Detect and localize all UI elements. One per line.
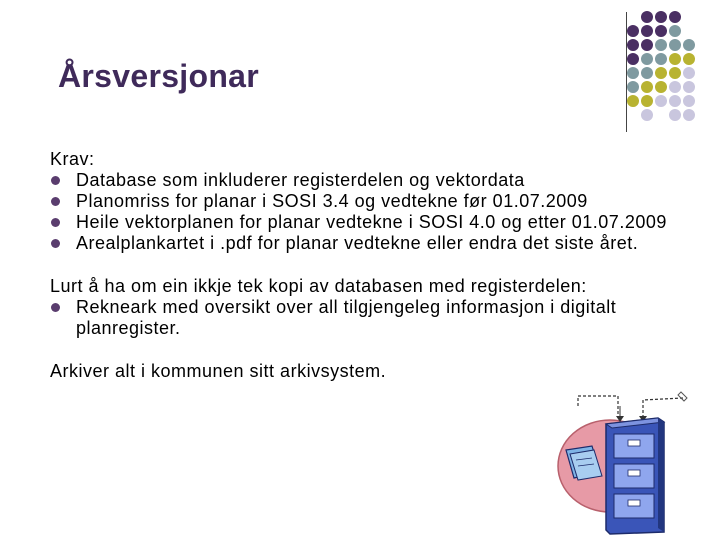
decorative-dot [641,39,653,51]
bullet-icon [51,218,60,227]
decorative-dot [641,81,653,93]
decorative-dot [627,39,639,51]
decorative-dot [641,95,653,107]
decorative-dot [655,25,667,37]
list-item [50,191,680,212]
decorative-dot [655,11,667,23]
decorative-dot [669,67,681,79]
decorative-dot [641,11,653,23]
decorative-dot [627,95,639,107]
decorative-dot [669,95,681,107]
list-item [50,297,680,339]
tip-paragraph: Lurt å ha om ein ikkje tek kopi av databasen med registerdelen: [50,276,587,296]
bullet-icon [51,303,60,312]
decorative-dot [655,95,667,107]
decorative-dot [683,39,695,51]
decorative-dot [683,95,695,107]
file-cabinet-icon [548,388,698,536]
decorative-dot [683,67,695,79]
decorative-dot [655,39,667,51]
decorative-dot [683,109,695,121]
list-item [50,212,680,233]
requirements-list [50,170,680,254]
bullet-icon [51,239,60,248]
slide-body [50,149,680,382]
decorative-dot [641,53,653,65]
decorative-dot [669,81,681,93]
decorative-dot [655,53,667,65]
decorative-dot [641,109,653,121]
decorative-dot [669,39,681,51]
decorative-dot [669,109,681,121]
section-heading: Krav: [50,149,95,169]
list-item-text: Heile vektorplanen for planar vedtekne i SOSI 4.0 og etter 01.07.2009 [76,212,667,232]
decorative-dot [655,81,667,93]
decorative-dot [669,11,681,23]
archive-paragraph: Arkiver alt i kommunen sitt arkivsystem. [50,361,387,381]
list-item [50,170,680,191]
slide-title: Årsversjonar [58,58,260,94]
decorative-dot [641,67,653,79]
decorative-dot [627,67,639,79]
decorative-dot [669,53,681,65]
decorative-dot [627,25,639,37]
decorative-dot [655,67,667,79]
decorative-dot [683,81,695,93]
tip-list [50,297,680,339]
list-item-text: Database som inkluderer registerdelen og vektordata [76,170,525,190]
title-divider-line [626,12,627,132]
list-item-text: Planomriss for planar i SOSI 3.4 og vedtekne før 01.07.2009 [76,191,588,211]
decorative-dot [641,25,653,37]
list-item-text: Arealplankartet i .pdf for planar vedtekne eller endra det siste året. [76,233,639,253]
decorative-dot [627,53,639,65]
bullet-icon [51,176,60,185]
bullet-icon [51,197,60,206]
decorative-dot [683,53,695,65]
list-item [50,233,680,254]
decorative-dot [669,25,681,37]
list-item-text: Rekneark med oversikt over all tilgjengeleg informasjon i digitalt planregister. [76,297,617,338]
decorative-dot [627,81,639,93]
